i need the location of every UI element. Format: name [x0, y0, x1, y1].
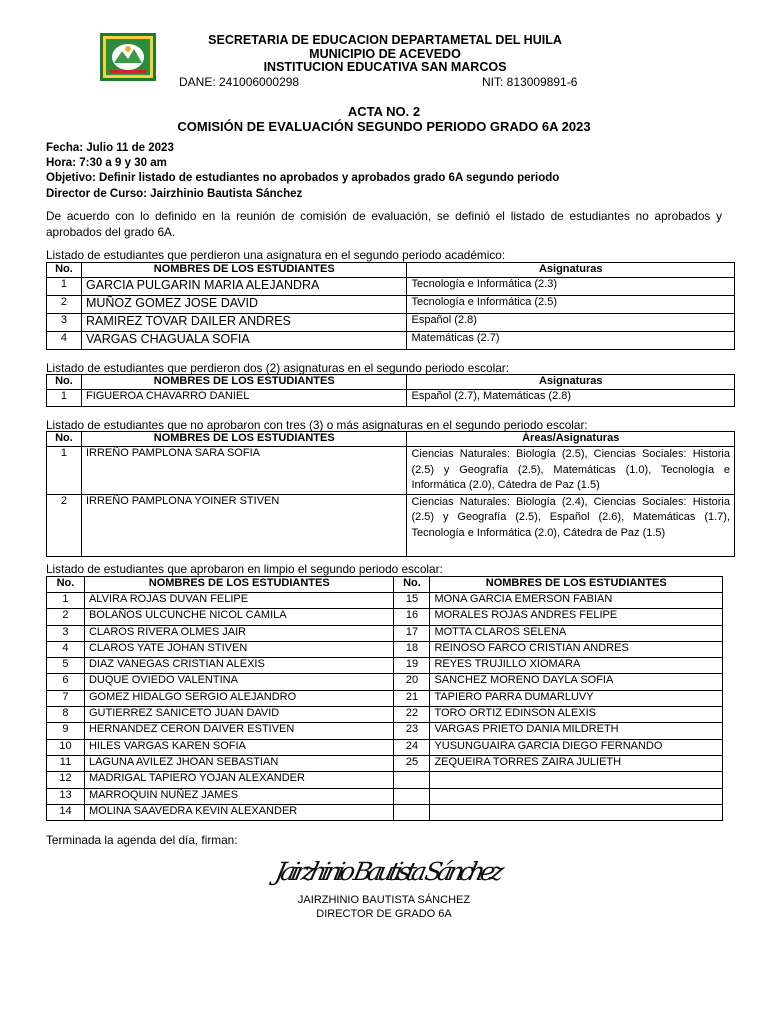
signature-script: Jairzhinio Bautista Sánchez	[272, 857, 507, 886]
table-row	[47, 390, 735, 407]
cell-student: GUTIERREZ SANICETO JUAN DAVID	[84, 707, 394, 723]
table-row	[47, 739, 723, 755]
column-header: No.	[47, 432, 82, 447]
table-row	[47, 674, 723, 690]
cell-number	[394, 788, 430, 804]
cell-number: 5	[47, 658, 85, 674]
cell-number: 11	[47, 755, 85, 771]
cell-number: 2	[47, 296, 82, 314]
cell-student: VARGAS CHAGUALA SOFIA	[81, 332, 407, 350]
table-row	[47, 804, 723, 820]
cell-number: 12	[47, 772, 85, 788]
cell-number: 3	[47, 625, 85, 641]
cell-student: IRREÑO PAMPLONA YOINER STIVEN	[81, 494, 406, 556]
cell-student: VARGAS PRIETO DANIA MILDRETH	[430, 723, 723, 739]
cell-student: ZEQUEIRA TORRES ZAIRA JULIETH	[430, 755, 723, 771]
cell-number: 4	[47, 641, 85, 657]
table-row	[47, 788, 723, 804]
dane-code: DANE: 241006000298	[179, 75, 300, 89]
intro-paragraph: De acuerdo con lo definido en la reunión de comisión de evaluación, se definió el listado de estudiantes no aprobados y aprobados del grado 6A.	[46, 209, 722, 239]
table-one-subject	[46, 262, 735, 350]
table-approved	[46, 576, 723, 821]
cell-student: CLAROS RIVERA OLMES JAIR	[84, 625, 394, 641]
school-crest-icon	[100, 33, 156, 81]
cell-number: 1	[47, 447, 82, 495]
table-row	[47, 755, 723, 771]
cell-number: 21	[394, 690, 430, 706]
cell-student: MONA GARCIA EMERSON FABIAN	[430, 593, 723, 609]
cell-student: HILES VARGAS KAREN SOFIA	[84, 739, 394, 755]
table-row	[47, 278, 735, 296]
table-row	[47, 314, 735, 332]
cell-student	[430, 804, 723, 820]
cell-subjects: Español (2.8)	[407, 314, 735, 332]
cell-subjects: Español (2.7), Matemáticas (2.8)	[407, 390, 735, 407]
cell-number: 9	[47, 723, 85, 739]
acta-subtitle: COMISIÓN DE EVALUACIÓN SEGUNDO PERIODO GRADO 6A 2023	[177, 119, 591, 134]
cell-number: 18	[394, 641, 430, 657]
column-header: NOMBRES DE LOS ESTUDIANTES	[81, 263, 407, 278]
meta-objetivo: Objetivo: Definir listado de estudiantes no aprobados y aprobados grado 6A segundo periodo	[46, 172, 560, 185]
cell-student: LAGUNA AVILEZ JHOAN SEBASTIAN	[84, 755, 394, 771]
cell-number: 25	[394, 755, 430, 771]
column-header: Asignaturas	[407, 375, 735, 390]
table-row	[47, 494, 735, 556]
cell-student: MOTTA CLAROS SELENA	[430, 625, 723, 641]
cell-student: DUQUE OVIEDO VALENTINA	[84, 674, 394, 690]
nit-code: NIT: 813009891-6	[482, 75, 578, 89]
table-header-row	[47, 263, 735, 278]
table-row	[47, 332, 735, 350]
column-header: Asignaturas	[407, 263, 735, 278]
cell-student: MUÑOZ GOMEZ JOSE DAVID	[81, 296, 407, 314]
column-header: No.	[47, 263, 82, 278]
cell-number: 16	[394, 609, 430, 625]
cell-student: MOLINA SAAVEDRA KEVIN ALEXANDER	[84, 804, 394, 820]
table1-caption: Listado de estudiantes que perdieron una asignatura en el segundo periodo académico:	[46, 248, 506, 262]
table-row	[47, 772, 723, 788]
signature-image	[268, 842, 508, 894]
cell-student: TAPIERO PARRA DUMARLUVY	[430, 690, 723, 706]
table-row	[47, 609, 723, 625]
cell-number: 23	[394, 723, 430, 739]
cell-number: 8	[47, 707, 85, 723]
cell-student: ALVIRA ROJAS DUVAN FELIPE	[84, 593, 394, 609]
table-row	[47, 723, 723, 739]
cell-number: 4	[47, 332, 82, 350]
table-three-or-more	[46, 431, 735, 557]
cell-student: DIAZ VANEGAS CRISTIAN ALEXIS	[84, 658, 394, 674]
table-header-row	[47, 432, 735, 447]
cell-student: REYES TRUJILLO XIOMARA	[430, 658, 723, 674]
column-header: No.	[47, 577, 85, 593]
table2-caption: Listado de estudiantes que perdieron dos (2) asignaturas en el segundo periodo escolar:	[46, 361, 510, 375]
meta-director: Director de Curso: Jairzhinio Bautista Sánchez	[46, 187, 303, 200]
cell-number: 22	[394, 707, 430, 723]
cell-subjects: Tecnología e Informática (2.3)	[407, 278, 735, 296]
meta-hora: Hora: 7:30 a 9 y 30 am	[46, 157, 167, 170]
meta-fecha: Fecha: Julio 11 de 2023	[46, 142, 174, 154]
table-header-row	[47, 577, 723, 593]
header-municipio: MUNICIPIO DE ACEVEDO	[309, 46, 461, 61]
cell-student: RAMIREZ TOVAR DAILER ANDRES	[81, 314, 407, 332]
column-header: NOMBRES DE LOS ESTUDIANTES	[430, 577, 723, 593]
cell-student: MARROQUIN NUÑEZ JAMES	[84, 788, 394, 804]
table-row	[47, 690, 723, 706]
cell-student: HERNANDEZ CERON DAIVER ESTIVEN	[84, 723, 394, 739]
header-secretaria: SECRETARIA DE EDUCACION DEPARTAMETAL DEL HUILA	[208, 33, 562, 47]
cell-number: 15	[394, 593, 430, 609]
cell-student: REINOSO FARCO CRISTIAN ANDRES	[430, 641, 723, 657]
cell-subjects: Tecnología e Informática (2.5)	[407, 296, 735, 314]
cell-number: 10	[47, 739, 85, 755]
table-row	[47, 658, 723, 674]
cell-number: 7	[47, 690, 85, 706]
meeting-meta	[46, 141, 559, 202]
cell-number	[394, 772, 430, 788]
cell-number: 1	[47, 278, 82, 296]
cell-number: 6	[47, 674, 85, 690]
cell-number: 19	[394, 658, 430, 674]
column-header: NOMBRES DE LOS ESTUDIANTES	[84, 577, 394, 593]
column-header: NOMBRES DE LOS ESTUDIANTES	[81, 432, 406, 447]
table-two-subjects	[46, 374, 735, 407]
signer-name: JAIRZHINIO BAUTISTA SÁNCHEZ	[297, 894, 471, 906]
institution-header	[160, 34, 610, 75]
table-header-row	[47, 375, 735, 390]
cell-number: 13	[47, 788, 85, 804]
cell-student: MORALES ROJAS ANDRES FELIPE	[430, 609, 723, 625]
cell-number: 24	[394, 739, 430, 755]
table-row	[47, 707, 723, 723]
table-row	[47, 641, 723, 657]
column-header: NOMBRES DE LOS ESTUDIANTES	[81, 375, 407, 390]
cell-student: IRREÑO PAMPLONA SARA SOFIA	[81, 447, 406, 495]
column-header: Áreas/Asignaturas	[407, 432, 735, 447]
cell-number: 1	[47, 593, 85, 609]
cell-student: SANCHEZ MORENO DAYLA SOFIA	[430, 674, 723, 690]
cell-number: 2	[47, 609, 85, 625]
table-row	[47, 296, 735, 314]
cell-number: 1	[47, 390, 82, 407]
cell-student: MADRIGAL TAPIERO YOJAN ALEXANDER	[84, 772, 394, 788]
table3-caption: Listado de estudiantes que no aprobaron con tres (3) o más asignaturas en el segundo periodo escolar:	[46, 418, 588, 432]
cell-student: GOMEZ HIDALGO SERGIO ALEJANDRO	[84, 690, 394, 706]
cell-number: 2	[47, 494, 82, 556]
cell-subjects: Ciencias Naturales: Biología (2.4), Ciencias Sociales: Historia (2.5) y Geografía (2.5), Español (2.6), Matemáticas (1.7), Tecnología e Informática (2.0), Cátedra de Paz (1.5)	[407, 494, 735, 556]
cell-number: 14	[47, 804, 85, 820]
cell-student: BOLAÑOS ULCUNCHE NICOL CAMILA	[84, 609, 394, 625]
cell-student: FIGUEROA CHAVARRO DANIEL	[81, 390, 407, 407]
cell-number: 17	[394, 625, 430, 641]
cell-student: TORO ORTIZ EDINSON ALEXIS	[430, 707, 723, 723]
table4-caption: Listado de estudiantes que aprobaron en limpio el segundo periodo escolar:	[46, 562, 443, 576]
cell-student: YUSUNGUAIRA GARCIA DIEGO FERNANDO	[430, 739, 723, 755]
closing-text: Terminada la agenda del día, firman:	[46, 833, 238, 847]
cell-student	[430, 772, 723, 788]
cell-number: 20	[394, 674, 430, 690]
cell-student: GARCIA PULGARIN MARIA ALEJANDRA	[81, 278, 407, 296]
cell-number	[394, 804, 430, 820]
table-row	[47, 447, 735, 495]
cell-student: CLAROS YATE JOHAN STIVEN	[84, 641, 394, 657]
header-institucion: INSTITUCION EDUCATIVA SAN MARCOS	[263, 60, 507, 74]
cell-subjects: Ciencias Naturales: Biología (2.5), Ciencias Sociales: Historia (2.5) y Geografía (2.5), Matemáticas (1.0), Tecnología e Informática (2.0), Cátedra de Paz (1.5)	[407, 447, 735, 495]
column-header: No.	[394, 577, 430, 593]
column-header: No.	[47, 375, 82, 390]
acta-number: ACTA NO. 2	[347, 104, 421, 119]
cell-student	[430, 788, 723, 804]
table-row	[47, 593, 723, 609]
cell-number: 3	[47, 314, 82, 332]
signer-role: DIRECTOR DE GRADO 6A	[316, 908, 452, 920]
cell-subjects: Matemáticas (2.7)	[407, 332, 735, 350]
table-row	[47, 625, 723, 641]
